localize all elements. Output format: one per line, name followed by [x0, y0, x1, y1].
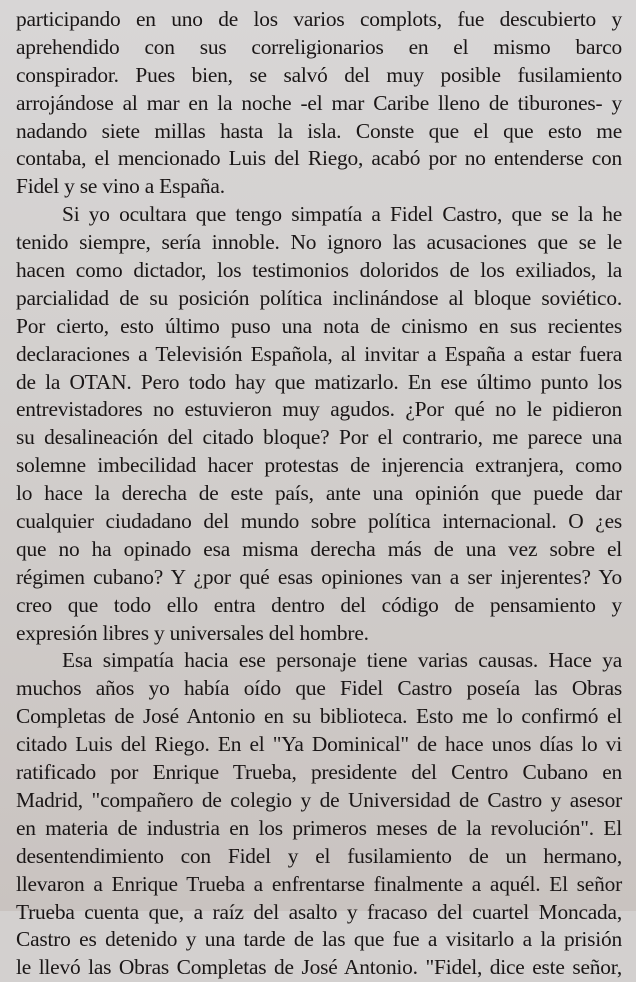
text-line: Si yo ocultara que tengo simpatía a Fidel Castro, que se la he [62, 202, 622, 227]
text-line: su desalineación del citado bloque? Por el contrario, me parece una [16, 425, 622, 450]
text-line: solemne imbecilidad hacer protestas de injerencia extranjera, como [16, 453, 622, 478]
text-line: Completas de José Antonio en su biblioteca. Esto me lo confirmó el [16, 704, 622, 729]
paragraph-2 [16, 201, 622, 647]
text-line: Madrid, "compañero de colegio y de Universidad de Castro y asesor [16, 787, 622, 812]
text-line: arrojándose al mar en la noche -el mar Caribe lleno de tiburones- y [16, 90, 622, 115]
text-line: Castro es detenido y una tarde de las que fue a visitarlo a la prisión [16, 927, 622, 952]
text-line: de la OTAN. Pero todo hay que matizarlo. En ese último punto los [16, 369, 622, 394]
text-line: conspirador. Pues bien, se salvó del muy posible fusilamiento [16, 62, 622, 87]
text-line: hacen como dictador, los testimonios doloridos de los exiliados, la [16, 258, 622, 283]
text-line: lo hace la derecha de este país, ante una opinión que puede dar [16, 481, 622, 506]
paragraph-3 [16, 647, 622, 982]
text-line: ratificado por Enrique Trueba, presidente del Centro Cubano en [16, 760, 622, 785]
text-line: nadando siete millas hasta la isla. Conste que el que esto me [16, 118, 622, 143]
text-line: entrevistadores no estuvieron muy agudos. ¿Por qué no le pidieron [16, 397, 622, 422]
text-line: creo que todo ello entra dentro del código de pensamiento y [16, 592, 622, 617]
text-line: cualquier ciudadano del mundo sobre política internacional. O ¿es [16, 509, 622, 534]
text-line: muchos años yo había oído que Fidel Castro poseía las Obras [16, 676, 622, 701]
text-line: Esa simpatía hacia ese personaje tiene varias causas. Hace ya [62, 648, 622, 673]
text-line: expresión libres y universales del hombre. [16, 620, 369, 645]
text-line: régimen cubano? Y ¿por qué esas opiniones van a ser injerentes? Yo [16, 564, 622, 589]
text-line: declaraciones a Televisión Española, al invitar a España a estar fuera [16, 341, 622, 366]
text-line: en materia de industria en los primeros meses de la revolución". El [16, 815, 622, 840]
text-line: contaba, el mencionado Luis del Riego, acabó por no entenderse con [16, 146, 622, 171]
text-line: participando en uno de los varios complots, fue descubierto y [16, 7, 622, 31]
text-line: llevaron a Enrique Trueba a enfrentarse finalmente a aquél. El señor [16, 871, 622, 896]
text-line: Fidel y se vino a España. [16, 174, 225, 199]
text-line: le llevó las Obras Completas de José Antonio. "Fidel, dice este señor, [16, 955, 622, 980]
text-line: aprehendido con sus correligionarios en el mismo barco [16, 34, 622, 59]
text-line: citado Luis del Riego. En el "Ya Dominical" de hace unos días lo vi [16, 732, 622, 757]
text-line: desentendimiento con Fidel y el fusilamiento de un hermano, [16, 843, 622, 868]
text-line: Trueba cuenta que, a raíz del asalto y fracaso del cuartel Moncada, [16, 899, 622, 924]
text-line: parcialidad de su posición política inclinándose al bloque soviético. [16, 285, 622, 310]
text-line: tenido siempre, sería innoble. No ignoro las acusaciones que se le [16, 230, 622, 255]
text-line: que no ha opinado esa misma derecha más de una vez sobre el [16, 536, 622, 561]
text-line: Por cierto, esto último puso una nota de cinismo en sus recientes [16, 313, 622, 338]
paragraph-1 [16, 6, 622, 201]
